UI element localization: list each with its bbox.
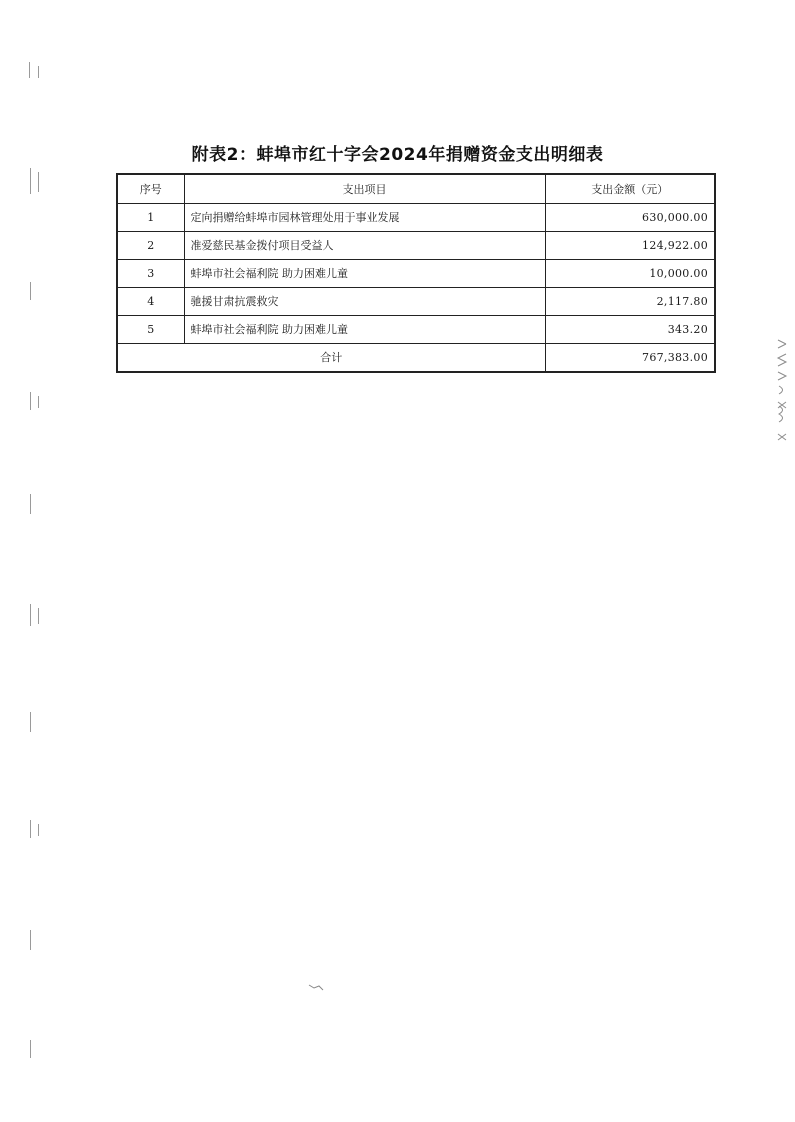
scan-speck-icon bbox=[308, 982, 324, 992]
scan-artifact bbox=[30, 494, 31, 514]
scan-artifact bbox=[38, 608, 39, 624]
scan-artifact bbox=[30, 712, 31, 732]
edge-bleed-mark bbox=[777, 336, 789, 446]
header-no: 序号 bbox=[117, 174, 184, 203]
row-no: 5 bbox=[117, 315, 184, 343]
row-no: 3 bbox=[117, 259, 184, 287]
row-item: 定向捐赠给蚌埠市园林管理处用于事业发展 bbox=[184, 203, 545, 231]
scan-artifact bbox=[38, 396, 39, 408]
row-amount: 2,117.80 bbox=[545, 287, 715, 315]
scan-artifact bbox=[38, 172, 39, 192]
edge-bleed-icon bbox=[776, 336, 788, 446]
table-row bbox=[117, 287, 715, 315]
scan-artifact bbox=[30, 1040, 31, 1058]
header-amount: 支出金额（元） bbox=[545, 174, 715, 203]
row-amount: 630,000.00 bbox=[545, 203, 715, 231]
row-no: 1 bbox=[117, 203, 184, 231]
scan-artifact bbox=[30, 168, 31, 194]
table-row bbox=[117, 259, 715, 287]
row-amount: 343.20 bbox=[545, 315, 715, 343]
table-row bbox=[117, 203, 715, 231]
row-no: 2 bbox=[117, 231, 184, 259]
row-item: 蚌埠市社会福利院 助力困难儿童 bbox=[184, 315, 545, 343]
row-item: 准爱慈民基金拨付项目受益人 bbox=[184, 231, 545, 259]
row-no: 4 bbox=[117, 287, 184, 315]
total-amount: 767,383.00 bbox=[545, 343, 715, 372]
header-item: 支出项目 bbox=[184, 174, 545, 203]
total-row bbox=[117, 343, 715, 372]
scan-artifact bbox=[30, 930, 31, 950]
row-amount: 124,922.00 bbox=[545, 231, 715, 259]
scan-artifact bbox=[30, 604, 31, 626]
scan-artifact bbox=[30, 820, 31, 838]
expenditure-table bbox=[116, 173, 716, 373]
scan-artifact bbox=[38, 66, 39, 78]
table-header-row bbox=[117, 174, 715, 203]
page-title: 附表2：蚌埠市红十字会2024年捐赠资金支出明细表 bbox=[191, 145, 604, 165]
total-label: 合计 bbox=[117, 343, 545, 372]
scan-artifact bbox=[30, 392, 31, 410]
table-row bbox=[117, 231, 715, 259]
row-amount: 10,000.00 bbox=[545, 259, 715, 287]
row-item: 蚌埠市社会福利院 助力困难儿童 bbox=[184, 259, 545, 287]
scan-artifact bbox=[38, 824, 39, 836]
scan-artifact bbox=[30, 282, 31, 300]
row-item: 驰援甘肃抗震救灾 bbox=[184, 287, 545, 315]
scan-artifact bbox=[29, 62, 30, 78]
table-row bbox=[117, 315, 715, 343]
